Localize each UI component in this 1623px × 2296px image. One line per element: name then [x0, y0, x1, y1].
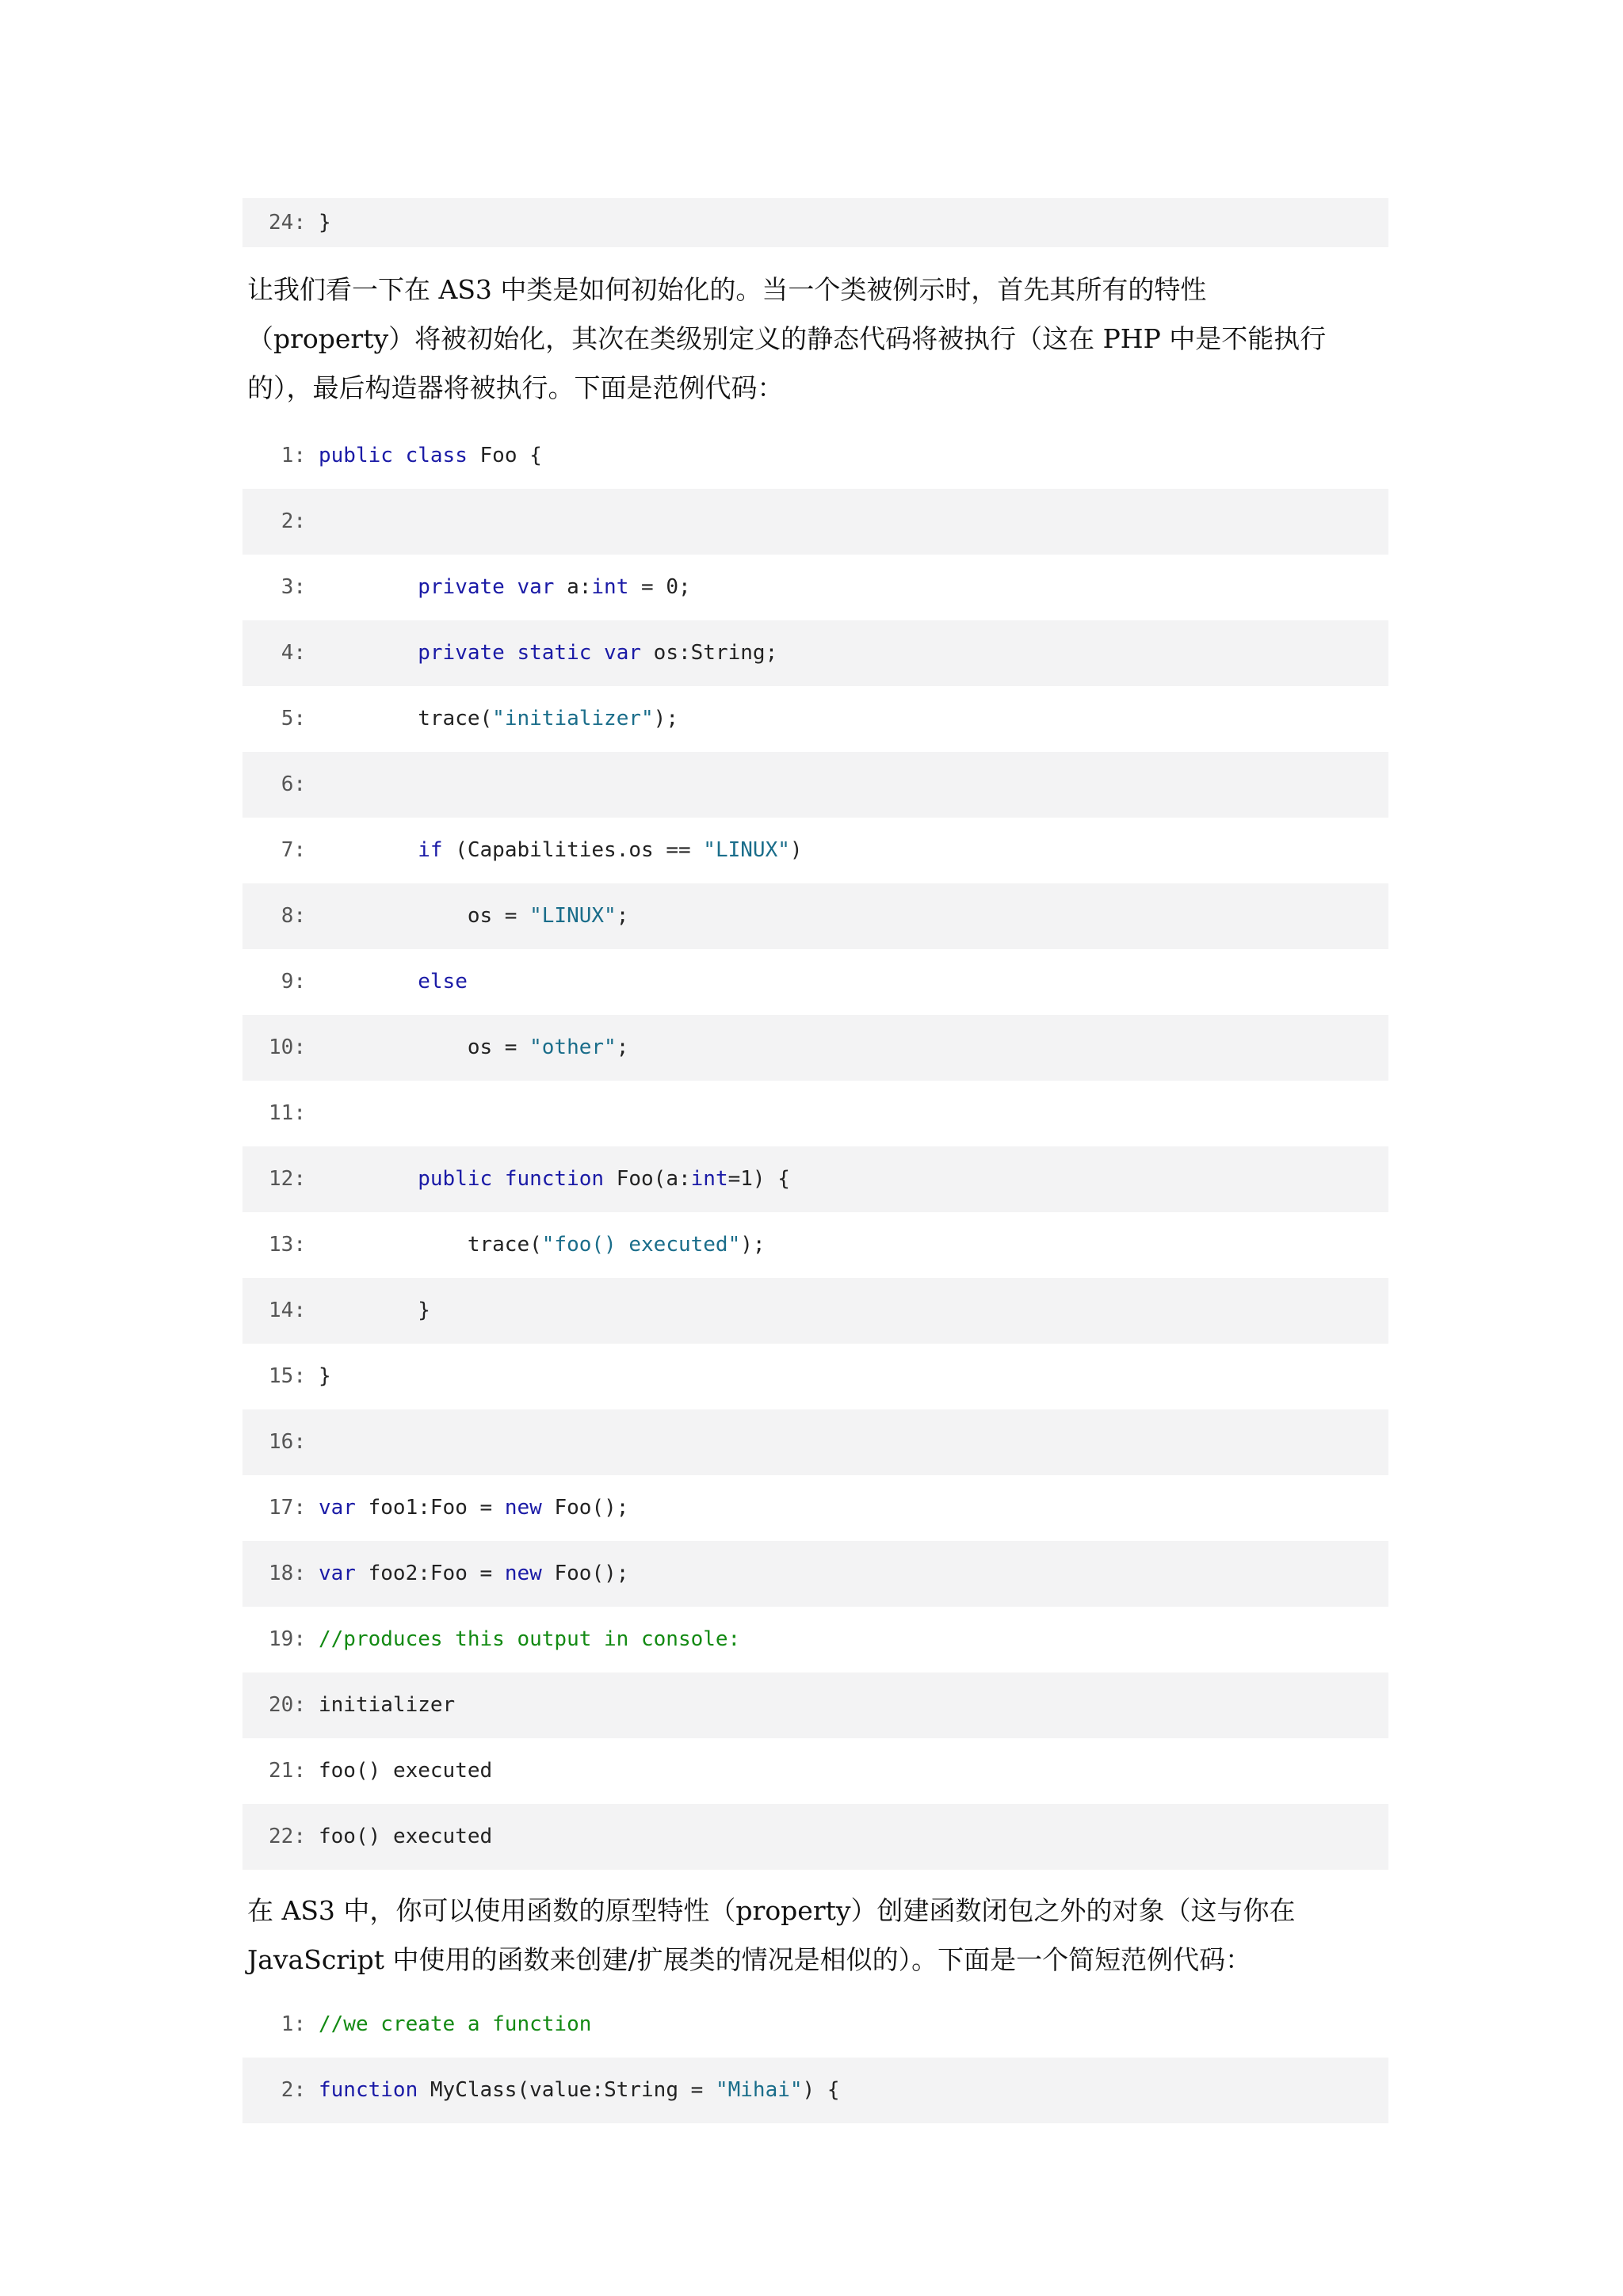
code-content [306, 1738, 492, 1804]
code-keyword: function [504, 1167, 605, 1191]
code-text [319, 641, 418, 665]
code-keyword: function [319, 2078, 418, 2102]
code-text: ; [616, 904, 629, 928]
code-block-myclass [242, 1992, 1388, 2123]
code-line [242, 686, 1388, 752]
code-text [319, 904, 468, 928]
paragraph-line: （property）将被初始化，其次在类级别定义的静态代码将被执行（这在 PHP 中是不能执行 [247, 323, 1327, 354]
code-content [306, 620, 777, 686]
code-text [319, 970, 418, 994]
code-comment: //produces this output in console: [319, 1627, 741, 1651]
code-block-foo-class [242, 423, 1388, 1870]
code-text: 2: [405, 1562, 430, 1585]
code-line [242, 949, 1388, 1015]
paragraph-line: 在 AS3 中，你可以使用函数的原型特性（property）创建函数闭包之外的对象（这与你在 [247, 1895, 1296, 1926]
paragraph-line: 的），最后构造器将被执行。下面是范例代码： [247, 372, 784, 403]
code-text [319, 707, 418, 730]
code-line [242, 883, 1388, 949]
code-text: (); [591, 1496, 629, 1520]
code-string: "Mihai" [715, 2078, 803, 2102]
code-text: == [653, 838, 704, 862]
code-line [242, 198, 1388, 247]
code-line [242, 620, 1388, 686]
code-keyword: else [418, 970, 468, 994]
line-number: 3: [281, 575, 306, 599]
paragraph-class-initialization [247, 265, 1388, 413]
code-content [306, 2058, 840, 2123]
code-line [242, 1672, 1388, 1738]
code-text: . [616, 838, 629, 862]
code-line [242, 2058, 1388, 2123]
code-text: Capabilities [467, 838, 617, 862]
code-line [242, 1475, 1388, 1541]
code-line [242, 555, 1388, 620]
line-number: 20: [269, 1693, 306, 1717]
code-content [306, 1541, 628, 1607]
line-number: 11: [269, 1101, 306, 1125]
code-text: foo [368, 1562, 406, 1585]
code-line [242, 1081, 1388, 1146]
code-text: String [690, 641, 766, 665]
line-number: 19: [269, 1627, 306, 1651]
code-text [356, 1496, 369, 1520]
code-text: trace [467, 1233, 530, 1257]
code-line [242, 752, 1388, 818]
code-content [306, 198, 331, 247]
code-line [242, 1409, 1388, 1475]
code-content [306, 1804, 492, 1870]
code-text [542, 1496, 555, 1520]
line-number: 4: [281, 641, 306, 665]
code-text: os [467, 904, 493, 928]
code-text: (); [591, 1562, 629, 1585]
line-number: 24: [269, 211, 306, 235]
code-text: ( [479, 707, 493, 730]
paragraph-prototype [247, 1886, 1388, 1985]
code-text: } [319, 211, 331, 235]
code-comment: //we create a function [319, 2012, 592, 2036]
code-keyword: public [418, 1167, 493, 1191]
line-number: 2: [281, 2078, 306, 2102]
code-text: initializer [319, 1693, 456, 1717]
line-number: 16: [269, 1430, 306, 1454]
code-text: Foo [479, 444, 517, 467]
line-number: 13: [269, 1233, 306, 1257]
code-text: : [678, 1167, 691, 1191]
code-content [306, 1672, 455, 1738]
code-keyword: static [517, 641, 592, 665]
code-line [242, 818, 1388, 883]
code-line [242, 1212, 1388, 1278]
code-content [306, 1015, 628, 1081]
code-text: = 0; [628, 575, 691, 599]
code-text [641, 641, 654, 665]
line-number: 12: [269, 1167, 306, 1191]
code-text: foo [319, 1759, 356, 1783]
code-text: = [492, 1035, 530, 1059]
code-line [242, 1992, 1388, 2058]
code-text: MyClass [430, 2078, 517, 2102]
code-text [492, 1167, 505, 1191]
line-number: 5: [281, 707, 306, 730]
code-line [242, 1804, 1388, 1870]
code-keyword: var [319, 1496, 356, 1520]
code-line [242, 1015, 1388, 1081]
code-text: =1) { [727, 1167, 790, 1191]
code-keyword: var [604, 641, 642, 665]
line-number: 14: [269, 1299, 306, 1322]
line-number: 17: [269, 1496, 306, 1520]
code-text: = [467, 1496, 505, 1520]
code-keyword: private [418, 575, 505, 599]
code-text: a [666, 1167, 678, 1191]
code-text: ; [616, 1035, 629, 1059]
code-text: ); [740, 1233, 766, 1257]
code-line [242, 1541, 1388, 1607]
paragraph-line: JavaScript 中使用的函数来创建/扩展类的情况是相似的）。下面是一个简短范例代码： [247, 1944, 1252, 1975]
code-content [306, 1278, 430, 1344]
code-text: = [492, 904, 530, 928]
code-text: ( [529, 1233, 542, 1257]
code-text: Foo [554, 1562, 592, 1585]
code-keyword: var [517, 575, 555, 599]
code-text: : [678, 641, 691, 665]
code-text: value [529, 2078, 592, 2102]
code-content [306, 883, 628, 949]
line-number: 9: [281, 970, 306, 994]
code-text: foo [368, 1496, 406, 1520]
code-text: executed [392, 1759, 493, 1783]
code-text: Foo [430, 1562, 468, 1585]
code-text: () [355, 1825, 393, 1848]
code-text: } [319, 1299, 430, 1322]
line-number: 2: [281, 509, 306, 533]
code-text: os [628, 838, 654, 862]
code-text [319, 838, 418, 862]
code-line [242, 1607, 1388, 1672]
code-text [393, 444, 406, 467]
code-text: os [653, 641, 678, 665]
code-text: Foo [430, 1496, 468, 1520]
code-text [319, 1035, 468, 1059]
code-text [554, 575, 567, 599]
code-content [306, 1212, 766, 1278]
code-string: "other" [529, 1035, 617, 1059]
code-text: = [467, 1562, 505, 1585]
code-keyword: public [319, 444, 393, 467]
paragraph-line: 让我们看一下在 AS3 中类是如何初始化的。当一个类被例示时，首先其所有的特性 [247, 274, 1207, 305]
code-keyword: class [405, 444, 468, 467]
code-text [604, 1167, 617, 1191]
code-text: os [467, 1035, 493, 1059]
code-content [306, 1992, 591, 2058]
line-number: 1: [281, 444, 306, 467]
code-line [242, 1146, 1388, 1212]
code-line [242, 1344, 1388, 1409]
code-text: Foo [554, 1496, 592, 1520]
code-line [242, 1738, 1388, 1804]
code-text [319, 1167, 418, 1191]
line-number: 15: [269, 1364, 306, 1388]
code-string: "initializer" [492, 707, 654, 730]
code-keyword: new [504, 1562, 542, 1585]
code-line [242, 423, 1388, 489]
line-number: 1: [281, 2012, 306, 2036]
code-text: ) { [802, 2078, 840, 2102]
code-text [356, 1562, 369, 1585]
code-text [505, 641, 517, 665]
code-keyword: new [504, 1496, 542, 1520]
code-text [418, 2078, 430, 2102]
line-number: 21: [269, 1759, 306, 1783]
code-keyword: int [591, 575, 629, 599]
code-text: } [319, 1364, 331, 1388]
code-text [319, 575, 418, 599]
code-keyword: if [418, 838, 443, 862]
line-number: 10: [269, 1035, 306, 1059]
code-string: "LINUX" [703, 838, 790, 862]
code-text [319, 1233, 468, 1257]
line-number: 7: [281, 838, 306, 862]
code-content [306, 423, 542, 489]
code-text: a [567, 575, 579, 599]
line-number: 22: [269, 1825, 306, 1848]
code-text: () [355, 1759, 393, 1783]
code-keyword: private [418, 641, 505, 665]
code-text: String [604, 2078, 678, 2102]
code-text: ( [442, 838, 468, 862]
code-text: 1: [405, 1496, 430, 1520]
code-text: Foo [616, 1167, 654, 1191]
code-text [591, 641, 604, 665]
code-text: ); [653, 707, 678, 730]
code-text [468, 444, 480, 467]
code-string: "foo() executed" [541, 1233, 741, 1257]
code-text: : [579, 575, 592, 599]
code-line [242, 1278, 1388, 1344]
code-keyword: var [319, 1562, 356, 1585]
code-content [306, 555, 691, 620]
code-text [542, 1562, 555, 1585]
code-content [306, 686, 678, 752]
code-keyword: int [690, 1167, 728, 1191]
code-text: ; [765, 641, 778, 665]
code-text [505, 575, 517, 599]
code-text: foo [319, 1825, 356, 1848]
code-text: { [517, 444, 542, 467]
code-text: : [591, 2078, 605, 2102]
code-text: = [678, 2078, 716, 2102]
code-text: ) [789, 838, 803, 862]
code-content [306, 1344, 331, 1409]
code-text: ( [653, 1167, 666, 1191]
code-text: trace [418, 707, 480, 730]
code-text: executed [392, 1825, 493, 1848]
code-string: "LINUX" [529, 904, 617, 928]
line-number: 18: [269, 1562, 306, 1585]
code-content [306, 818, 803, 883]
code-content [306, 1475, 628, 1541]
line-number: 6: [281, 772, 306, 796]
line-number: 8: [281, 904, 306, 928]
code-content [306, 1146, 790, 1212]
code-content [306, 1607, 740, 1672]
code-block-top [242, 198, 1388, 247]
code-content [306, 949, 468, 1015]
code-text: ( [517, 2078, 530, 2102]
code-line [242, 489, 1388, 555]
